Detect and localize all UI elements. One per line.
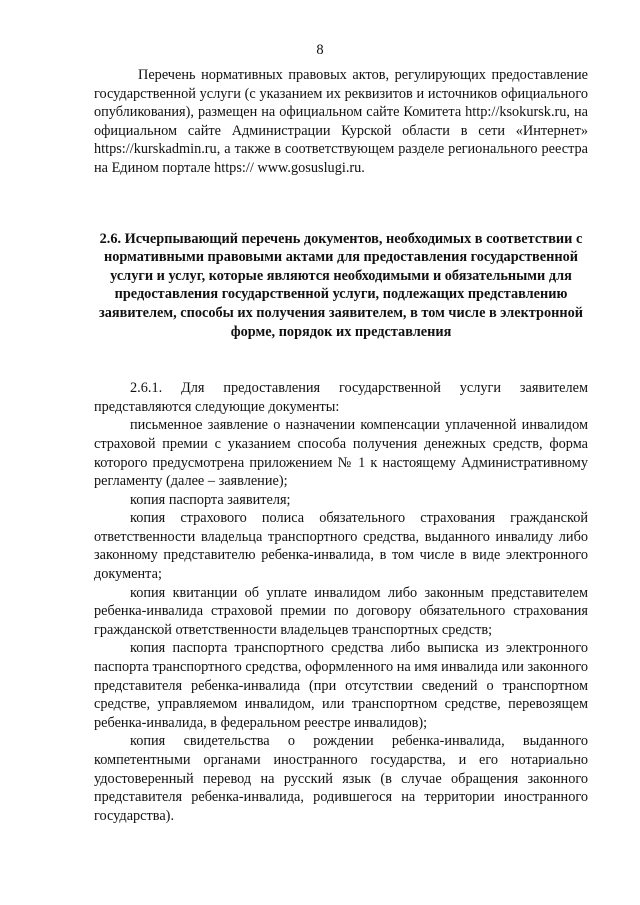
list-item: копия паспорта заявителя; xyxy=(130,491,291,508)
list-item: письменное заявление о назначении компенсации уплаченной инвалидом страховой премии с указанием способа получения денежных средств, форма которого предусмотрена приложением № 1 к настоящему Административному регламенту (далее – заявление); xyxy=(94,417,588,490)
section-intro: 2.6.1. Для предоставления государственной услуги заявителем представляются следующие документы: xyxy=(94,380,588,415)
list-item: копия страхового полиса обязательного страхования гражданской ответственности владельца транспортного средства, выданного инвалиду либо законному представителю ребенка-инвалида, в том числе в виде электронного документа; xyxy=(94,510,588,583)
section-heading: 2.6. Исчерпывающий перечень документов, необходимых в соответствии с нормативными правовыми актами для предоставления государственной услуги и услуг, которые являются необходимыми и обязательными для предоставления государственной услуги, подлежащих представлению заявителем, способы их получения заявителем, в том числе в электронной форме, порядок их представления xyxy=(99,230,583,340)
list-item: копия свидетельства о рождении ребенка-инвалида, выданного компетентными органами иностранного государства, и его нотариально удостоверенный перевод на русский язык (в случае обращения законного представителя ребенка-инвалида, родившегося на территории иностранного государства). xyxy=(94,733,588,824)
paragraph-legal-acts: Перечень нормативных правовых актов, регулирующих предоставление государственной услуги (с указанием их реквизитов и источников официального опубликования), размещен на официальном сайте Комитета http://ksokursk.ru, на официальном сайте Администрации Курской области в сети «Интернет» https://kurskadmin.ru, а также в соответствующем разделе регионального реестра на Едином портале https:// www.gosuslugi.ru. xyxy=(94,67,588,176)
page-number: 8 xyxy=(316,42,324,58)
page-content xyxy=(94,66,588,825)
list-item: копия паспорта транспортного средства либо выписка из электронного паспорта транспортного средства, оформленного на имя инвалида или законного представителя ребенка-инвалида (при отсутствии сведений о транспортном средстве, управляемом инвалидом, или транспортном средстве, перевозящем ребенка-инвалида, в федеральном реестре инвалидов); xyxy=(94,640,588,731)
list-item: копия квитанции об уплате инвалидом либо законным представителем ребенка-инвалида страховой премии по договору обязательного страхования гражданской ответственности владельцев транспортных средств; xyxy=(94,584,588,638)
